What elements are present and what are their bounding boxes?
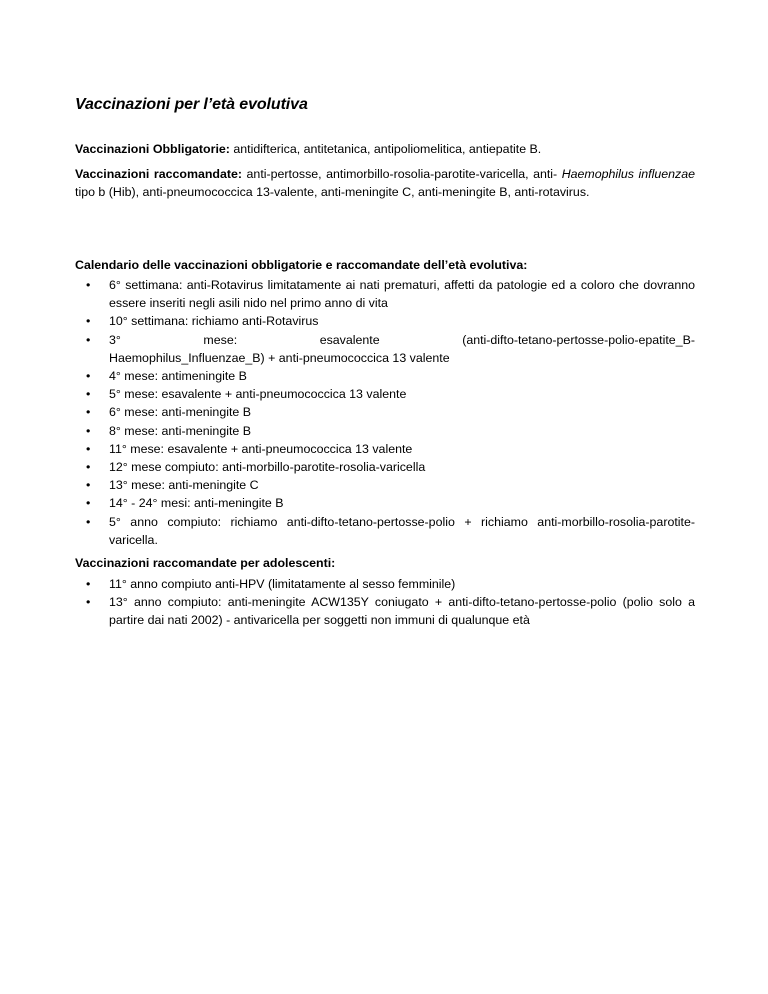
page-title: Vaccinazioni per l’età evolutiva — [75, 96, 308, 113]
bullet-icon: • — [86, 577, 91, 591]
obbligatorie-paragraph — [75, 140, 695, 158]
bullet-icon: • — [86, 278, 91, 292]
bullet-icon: • — [86, 460, 91, 475]
list-item: • 4° mese: antimeningite B — [75, 367, 695, 385]
list-item: • 12° mese compiuto: anti-morbillo-parotite-rosolia-varicella — [75, 458, 695, 476]
bullet-icon: • — [86, 496, 91, 511]
list-item: • 6° settimana: anti-Rotavirus limitatamente ai nati prematuri, affetti da patologie ed a coloro che dovranno essere inseriti negli asili nido nel primo anno di vita — [86, 278, 695, 311]
list-item: • 11° anno compiuto anti-HPV (limitatamente al sesso femminile) — [75, 575, 695, 593]
obbligatorie-text: antidifterica, antitetanica, antipoliomelitica, antiepatite B. — [229, 142, 542, 156]
adolescenti-list — [75, 575, 695, 630]
bullet-icon: • — [86, 423, 91, 438]
raccomandate-italic: Haemophilus influenzae — [561, 167, 695, 181]
bullet-icon: • — [86, 314, 91, 329]
calendario-heading: Calendario delle vaccinazioni obbligatorie e raccomandate dell’età evolutiva: — [75, 258, 528, 272]
list-item: • 13° anno compiuto: anti-meningite ACW135Y coniugato + anti-difto-tetano-pertosse-polio (polio solo a partire dai nati 2002) - antivaricella per soggetti non immuni di qualunque età — [86, 595, 695, 628]
list-item: • 6° mese: anti-meningite B — [75, 403, 695, 421]
list-item: • 13° mese: anti-meningite C — [75, 476, 695, 494]
bullet-icon: • — [86, 332, 91, 347]
bullet-icon: • — [86, 441, 91, 456]
bullet-icon: • — [86, 595, 91, 610]
adolescenti-heading: Vaccinazioni raccomandate per adolescenti: — [75, 556, 336, 570]
raccomandate-text-1: anti-pertosse, antimorbillo-rosolia-parotite-varicella, anti- — [242, 167, 558, 181]
list-item: • 14° - 24° mesi: anti-meningite B — [75, 494, 695, 512]
justified-line: 3° mese: esavalente (anti-difto-tetano-pertosse-polio-epatite_B- — [109, 332, 695, 347]
list-item: • 10° settimana: richiamo anti-Rotavirus — [75, 312, 695, 330]
bullet-icon: • — [86, 478, 91, 493]
bullet-icon: • — [86, 369, 91, 384]
bullet-icon: • — [86, 387, 91, 402]
list-item: • 11° mese: esavalente + anti-pneumococcica 13 valente — [75, 440, 695, 458]
list-item: • 5° mese: esavalente + anti-pneumococcica 13 valente — [75, 385, 695, 403]
bullet-icon: • — [86, 514, 91, 529]
raccomandate-paragraph — [75, 165, 695, 202]
list-item: • 5° anno compiuto: richiamo anti-difto-tetano-pertosse-polio + richiamo anti-morbillo-rosolia-parotite-varicella. — [86, 514, 695, 547]
bullet-icon: • — [86, 405, 91, 420]
calendario-list — [75, 276, 695, 549]
obbligatorie-label: Vaccinazioni Obbligatorie: — [75, 142, 230, 156]
list-item: • 3° mese: esavalente (anti-difto-tetano-pertosse-polio-epatite_B- Haemophilus_Influenzae_B) + anti-pneumococcica 13 valente — [86, 332, 695, 365]
raccomandate-label: Vaccinazioni raccomandate: — [75, 167, 243, 181]
list-item: • 8° mese: anti-meningite B — [75, 422, 695, 440]
raccomandate-text-2: tipo b (Hib), anti-pneumococcica 13-valente, anti-meningite C, anti-meningite B, anti-rotavirus. — [75, 185, 590, 200]
